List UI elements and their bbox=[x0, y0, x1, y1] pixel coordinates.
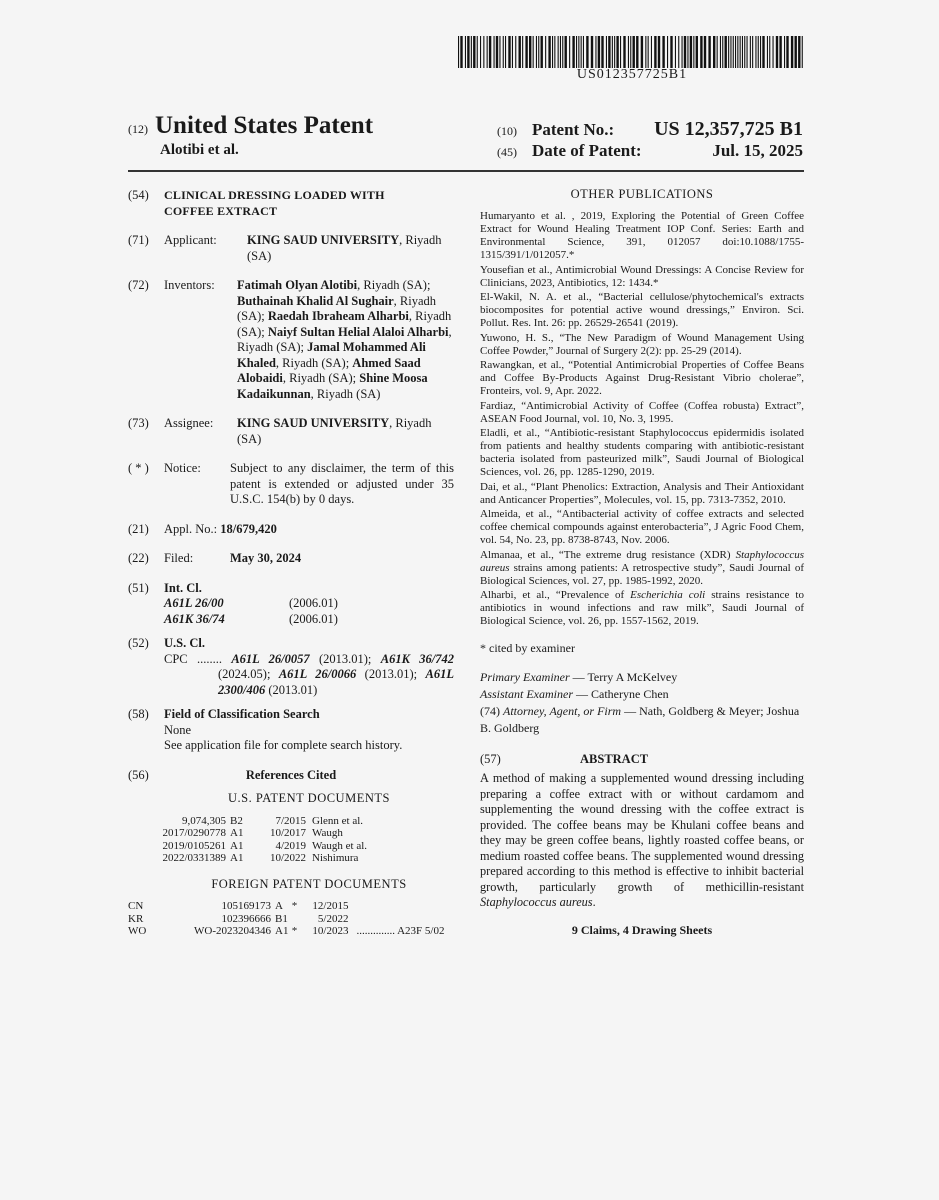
barcode-bar bbox=[545, 36, 546, 68]
barcode-bar bbox=[606, 36, 607, 68]
int-cl-field: (51) Int. Cl. A61L 26/00 (2006.01) A61K 36/74 (2006.01) bbox=[128, 581, 454, 628]
barcode-bar bbox=[499, 36, 500, 68]
barcode-bar bbox=[658, 36, 660, 68]
barcode-bar bbox=[740, 36, 741, 68]
barcode-bar bbox=[548, 36, 550, 68]
code-10: (10) bbox=[497, 124, 517, 138]
barcode-bar bbox=[730, 36, 731, 68]
table-row: 9,074,305 B2 7/2015 Glenn et al. bbox=[182, 814, 364, 827]
patent-no: US 12,357,725 B1 bbox=[654, 118, 803, 140]
barcode-bar bbox=[616, 36, 618, 68]
code-45: (45) bbox=[497, 145, 517, 159]
barcode-bar bbox=[458, 36, 459, 68]
inventor-name: Jamal Mohammed Ali Khaled bbox=[237, 340, 426, 370]
barcode-bar bbox=[598, 36, 600, 68]
other-publications-title: OTHER PUBLICATIONS bbox=[570, 187, 714, 201]
assignee-name: KING SAUD UNIVERSITY bbox=[237, 416, 390, 430]
patent-date: Jul. 15, 2025 bbox=[712, 141, 803, 160]
barcode-bar bbox=[747, 36, 748, 68]
barcode-bar bbox=[576, 36, 577, 68]
barcode-bar bbox=[538, 36, 539, 68]
barcode-bar bbox=[735, 36, 736, 68]
barcode-bar bbox=[522, 36, 523, 68]
barcode-bar bbox=[533, 36, 534, 68]
code-12: (12) bbox=[128, 122, 148, 136]
barcode-bar bbox=[623, 36, 625, 68]
barcode-bar bbox=[583, 36, 584, 68]
appl-no-field: (21) Appl. No.: 18/679,420 bbox=[128, 521, 277, 536]
publication-item: Yousefian et al., Antimicrobial Wound Dressings: A Concise Review for Clinicians, 2023, Antibiotics, 12: 1434.* bbox=[480, 263, 804, 289]
attorney: (74) Attorney, Agent, or Firm — Nath, Goldberg & Meyer; Joshua B. Goldberg bbox=[480, 704, 800, 735]
barcode-bar bbox=[503, 36, 504, 68]
claims-summary: 9 Claims, 4 Drawing Sheets bbox=[571, 922, 713, 937]
examiners bbox=[480, 669, 804, 737]
int-cl-row: A61K 36/74 (2006.01) bbox=[164, 611, 338, 626]
barcode-bar bbox=[489, 36, 491, 68]
barcode bbox=[458, 36, 806, 68]
barcode-bar bbox=[480, 36, 481, 68]
barcode-bar bbox=[614, 36, 615, 68]
barcode-bar bbox=[645, 36, 646, 68]
barcode-bar bbox=[630, 36, 631, 68]
publication-item: Almanaa, et al., “The extreme drug resistance (XDR) Staphylococcus aureus strains among patients: A retrospective study”, Saudi Journal of Biological Sciences, vol. 27, pp. 1985-1992, 2020. bbox=[480, 548, 804, 587]
barcode-bar bbox=[742, 36, 743, 68]
cpc-text: CPC ........ A61L 26/0057 (2013.01); A61K 36/742 (2024.05); A61L 26/0066 (2013.01); A61L 2300/406 (2013.01) bbox=[164, 651, 454, 697]
barcode-bar bbox=[512, 36, 513, 68]
references-head: (56) References Cited bbox=[128, 767, 337, 782]
barcode-bar bbox=[667, 36, 668, 68]
barcode-bar bbox=[693, 36, 694, 68]
barcode-bar bbox=[779, 36, 781, 68]
barcode-bar bbox=[586, 36, 588, 68]
barcode-bar bbox=[508, 36, 510, 68]
barcode-bar bbox=[762, 36, 764, 68]
publication-item: Humaryanto et al. , 2019, Exploring the Potential of Green Coffee Extract for Wound Healing Treatment IOP Conf. Series: Earth and Environmental Science, 391, 012057 doi:10.1088/1755-1315/391/1/012057.* bbox=[480, 210, 804, 261]
barcode-bar bbox=[713, 36, 715, 68]
publication-item: Alharbi, et al., “Prevalence of Escherichia coli strains resistance to antibiotics in wound infections and raw milk”, Saudi Journal of Biological Science, vol. 26, pp. 1557-1562, 2019. bbox=[480, 589, 804, 627]
barcode-bar bbox=[654, 36, 656, 68]
barcode-bar bbox=[795, 36, 797, 68]
document-number: US012357725B1 bbox=[576, 67, 688, 82]
barcode-bar bbox=[473, 36, 475, 68]
left-column bbox=[128, 188, 454, 938]
barcode-bar bbox=[467, 36, 469, 68]
cited-by-examiner: * cited by examiner bbox=[480, 641, 575, 655]
barcode-bar bbox=[595, 36, 596, 68]
barcode-bar bbox=[767, 36, 768, 68]
barcode-bar bbox=[717, 36, 718, 68]
barcode-bar bbox=[728, 36, 729, 68]
barcode-bar bbox=[651, 36, 652, 68]
header-right bbox=[497, 118, 803, 164]
barcode-bar bbox=[620, 36, 621, 68]
us-patent-table bbox=[146, 815, 367, 865]
inventor-name: Ahmed Saad Alobaidi bbox=[237, 355, 421, 385]
barcode-bar bbox=[581, 36, 582, 68]
barcode-bar bbox=[496, 36, 498, 68]
abstract-title: ABSTRACT bbox=[580, 752, 649, 766]
barcode-bar bbox=[690, 36, 692, 68]
barcode-bar bbox=[558, 36, 559, 68]
barcode-bar bbox=[552, 36, 553, 68]
int-cl-row: A61L 26/00 (2006.01) bbox=[164, 596, 338, 610]
inventor-name: Raedah Ibraheam Alharbi bbox=[267, 309, 409, 323]
inventor-name: Naiyf Sultan Helial Alaloi Alharbi bbox=[267, 324, 449, 339]
barcode-bar bbox=[612, 36, 613, 68]
barcode-bar bbox=[670, 36, 672, 68]
patent-no-label: Patent No.: bbox=[532, 120, 615, 139]
barcode-bar bbox=[750, 36, 751, 68]
barcode-bar bbox=[704, 36, 706, 68]
table-row: 2022/0331389 A1 10/2022 Nishimura bbox=[162, 852, 359, 864]
barcode-bar bbox=[755, 36, 756, 68]
barcode-bar bbox=[708, 36, 710, 68]
inventor-short: Alotibi et al. bbox=[160, 142, 239, 158]
barcode-bar bbox=[633, 36, 635, 68]
foreign-patent-docs-title: FOREIGN PATENT DOCUMENTS bbox=[211, 876, 407, 891]
barcode-bar bbox=[733, 36, 734, 68]
table-row: WO WO-2023204346 A1 * 10/2023 .............. A23F 5/02 bbox=[128, 925, 445, 937]
barcode-bar bbox=[687, 36, 688, 68]
header-left bbox=[128, 112, 373, 159]
barcode-bar bbox=[591, 36, 593, 68]
table-row: KR 102396666 B1 5/2022 bbox=[128, 912, 349, 925]
barcode-bar bbox=[678, 36, 679, 68]
barcode-bar bbox=[465, 36, 466, 68]
barcode-bar bbox=[752, 36, 753, 68]
barcode-bar bbox=[760, 36, 761, 68]
barcode-bar bbox=[505, 36, 506, 68]
header-rule bbox=[128, 170, 804, 172]
inventor-name: Buthainah Khalid Al Sughair bbox=[237, 293, 394, 308]
barcode-bar bbox=[744, 36, 745, 68]
barcode-bar bbox=[720, 36, 721, 68]
filed-date: May 30, 2024 bbox=[230, 551, 302, 565]
barcode-bar bbox=[769, 36, 770, 68]
primary-examiner: Primary Examiner — Terry A McKelvey bbox=[480, 670, 678, 684]
barcode-bar bbox=[601, 36, 603, 68]
barcode-bar bbox=[784, 36, 785, 68]
barcode-bar bbox=[722, 36, 723, 68]
barcode-bar bbox=[515, 36, 516, 68]
foreign-patent-table bbox=[128, 900, 444, 938]
barcode-bar bbox=[737, 36, 738, 68]
title-line-2: COFFEE EXTRACT bbox=[164, 203, 278, 218]
publication-item: El-Wakil, N. A. et al., “Bacterial cellulose/phytochemical's extracts biocomposites for potential active wound dressings,” Environ. Sci. Pollut. Res. Int. 26: pp. 26529-26541 (2019). bbox=[480, 291, 804, 329]
title-field: (54) CLINICAL DRESSING LOADED WITH COFFEE EXTRACT bbox=[128, 188, 454, 219]
publication-item: Almeida, et al., “Antibacterial activity of coffee extracts and selected coffee chemical compounds against enterobacteria”, J Agric Food Chem, vol. 54, No. 23, pp. 8738-8743, Nov. 2006. bbox=[480, 508, 804, 546]
barcode-bar bbox=[628, 36, 629, 68]
patent-type: United States Patent bbox=[155, 112, 374, 139]
barcode-bar bbox=[608, 36, 610, 68]
appl-no: 18/679,420 bbox=[220, 521, 277, 536]
barcode-bar bbox=[684, 36, 686, 68]
barcode-bar bbox=[525, 36, 527, 68]
barcode-bar bbox=[560, 36, 561, 68]
barcode-bar bbox=[477, 36, 478, 68]
barcode-bar bbox=[494, 36, 495, 68]
barcode-bar bbox=[648, 36, 649, 68]
barcode-bar bbox=[776, 36, 778, 68]
publication-item: Eladli, et al., “Antibiotic-resistant Staphylococcus epidermidis isolated from patients and healthy students comparing with antibiotic-resistant bacteria isolated from pasteurized milk”, Saudi Journal of Biological Sciences, vol. 26, pp. 1285-1290, 2019. bbox=[480, 427, 804, 478]
field-search: (58) Field of Classification Search None See application file for complete search history. bbox=[128, 707, 403, 752]
abstract-text: A method of making a supplemented wound dressing including preparing a coffee extract with or without cardamom and supplementing the wound dressing with the coffee extract is provided. The coffee beans may be Khulani coffee beans and they may be green coffee beans, lightly roasted coffee beans, or medium roasted coffee beans. The supplemented wound dressing prepared according to this method is effective to inhibit bacterial growth, particularly growth of methicillin-resistant Staphylococcus aureus. bbox=[480, 771, 804, 909]
barcode-bar bbox=[562, 36, 563, 68]
date-label: Date of Patent: bbox=[532, 141, 642, 160]
barcode-bar bbox=[791, 36, 793, 68]
right-column bbox=[480, 188, 804, 937]
barcode-bar bbox=[682, 36, 683, 68]
barcode-bar bbox=[471, 36, 472, 68]
inventors-field: (72) Inventors: Fatimah Olyan Alotibi, Riyadh (SA); Buthainah Khalid Al Sughair, Riyadh (SA); Raedah Ibraheam Alharbi, Riyadh (SA); Naiyf Sultan Helial Alaloi Alharbi, Riyadh (SA); Jamal Mohammed Ali Khaled, Riyadh (SA); Ahmed Saad Alobaidi, Riyadh (SA); Shine Moosa Kadaikunnan, Riyadh (SA) bbox=[128, 278, 454, 402]
abstract-head: (57) ABSTRACT bbox=[480, 752, 649, 766]
barcode-bar bbox=[725, 36, 727, 68]
barcode-bar bbox=[662, 36, 664, 68]
table-row: 2019/0105261 A1 4/2019 Waugh et al. bbox=[162, 839, 368, 852]
assignee-field: (73) Assignee: KING SAUD UNIVERSITY, Riyadh (SA) bbox=[128, 416, 432, 446]
notice-text: Subject to any disclaimer, the term of this patent is extended or adjusted under 35 U.S.C. 154(b) by 0 days. bbox=[230, 461, 454, 506]
applicant-field: (71) Applicant: KING SAUD UNIVERSITY, Riyadh (SA) bbox=[128, 233, 442, 263]
barcode-bar bbox=[569, 36, 570, 68]
barcode-bar bbox=[758, 36, 759, 68]
barcode-bar bbox=[460, 36, 462, 68]
table-row: 2017/0290778 A1 10/2017 Waugh bbox=[162, 827, 343, 839]
assistant-examiner: Assistant Examiner — Catheryne Chen bbox=[480, 687, 669, 701]
barcode-bar bbox=[786, 36, 788, 68]
title-line-1: CLINICAL DRESSING LOADED WITH bbox=[164, 188, 385, 202]
barcode-bar bbox=[572, 36, 574, 68]
filed-field: (22) Filed: May 30, 2024 bbox=[128, 551, 454, 567]
applicant-name: KING SAUD UNIVERSITY bbox=[247, 233, 400, 247]
table-row: CN 105169173 A * 12/2015 bbox=[128, 900, 349, 912]
barcode-bar bbox=[773, 36, 774, 68]
publication-item: Dai, et al., “Plant Phenolics: Extraction, Analysis and Their Antioxidant and Anticancer Properties”, Molecules, vol. 15, pp. 7313-7352, 2010. bbox=[480, 480, 804, 506]
barcode-bar bbox=[696, 36, 698, 68]
barcode-bar bbox=[798, 36, 800, 68]
barcode-bar bbox=[675, 36, 676, 68]
barcode-bar bbox=[636, 36, 638, 68]
barcode-bar bbox=[578, 36, 579, 68]
barcode-bar bbox=[536, 36, 537, 68]
notice-field: ( * ) Notice: Subject to any disclaimer, the term of this patent is extended or adjusted under 35 U.S.C. 154(b) by 0 days. bbox=[128, 461, 454, 506]
inventors-list: Fatimah Olyan Alotibi, Riyadh (SA); Buthainah Khalid Al Sughair, Riyadh (SA); Raedah Ibraheam Alharbi, Riyadh (SA); Naiyf Sultan Helial Alaloi Alharbi, Riyadh (SA); Jamal Mohammed Ali Khaled, Riyadh (SA); Ahmed Saad Alobaidi, Riyadh (SA); Shine Moosa Kadaikunnan, Riyadh (SA) bbox=[237, 278, 452, 401]
barcode-bar bbox=[529, 36, 531, 68]
publication-item: Rawangkan, et al., “Potential Antimicrobial Properties of Coffee Beans and Coffee By-Products Against Drug-Resistant Vibrio cholerae”, Fronteirs, vol. 9, Apr. 2022. bbox=[480, 359, 804, 397]
inventor-name: Shine Moosa Kadaikunnan bbox=[237, 371, 428, 401]
barcode-bar bbox=[483, 36, 484, 68]
us-cl-field: (52) U.S. Cl. CPC ........ A61L 26/0057 (2013.01); A61K 36/742 (2024.05); A61L 26/0066 (2013.01); A61L 2300/406 (2013.01) bbox=[128, 636, 454, 697]
barcode-bar bbox=[565, 36, 567, 68]
barcode-bar bbox=[541, 36, 543, 68]
barcode-bar bbox=[641, 36, 643, 68]
barcode-bar bbox=[700, 36, 702, 68]
barcode-bar bbox=[554, 36, 555, 68]
publication-item: Fardiaz, “Antimicrobial Activity of Coffee (Coffea robusta) Extract”, ASEAN Food Journal, vol. 10, No. 3, 1995. bbox=[480, 399, 804, 425]
inventor-name: Fatimah Olyan Alotibi bbox=[237, 278, 358, 292]
barcode-bar bbox=[519, 36, 521, 68]
barcode-bar bbox=[487, 36, 488, 68]
barcode-bar bbox=[802, 36, 803, 68]
publication-item: Yuwono, H. S., “The New Paradigm of Wound Management Using Coffee Powder,” Journal of Surgery 2(2): pp. 25-29 (2014). bbox=[480, 331, 804, 357]
us-patent-docs-title: U.S. PATENT DOCUMENTS bbox=[228, 791, 390, 805]
